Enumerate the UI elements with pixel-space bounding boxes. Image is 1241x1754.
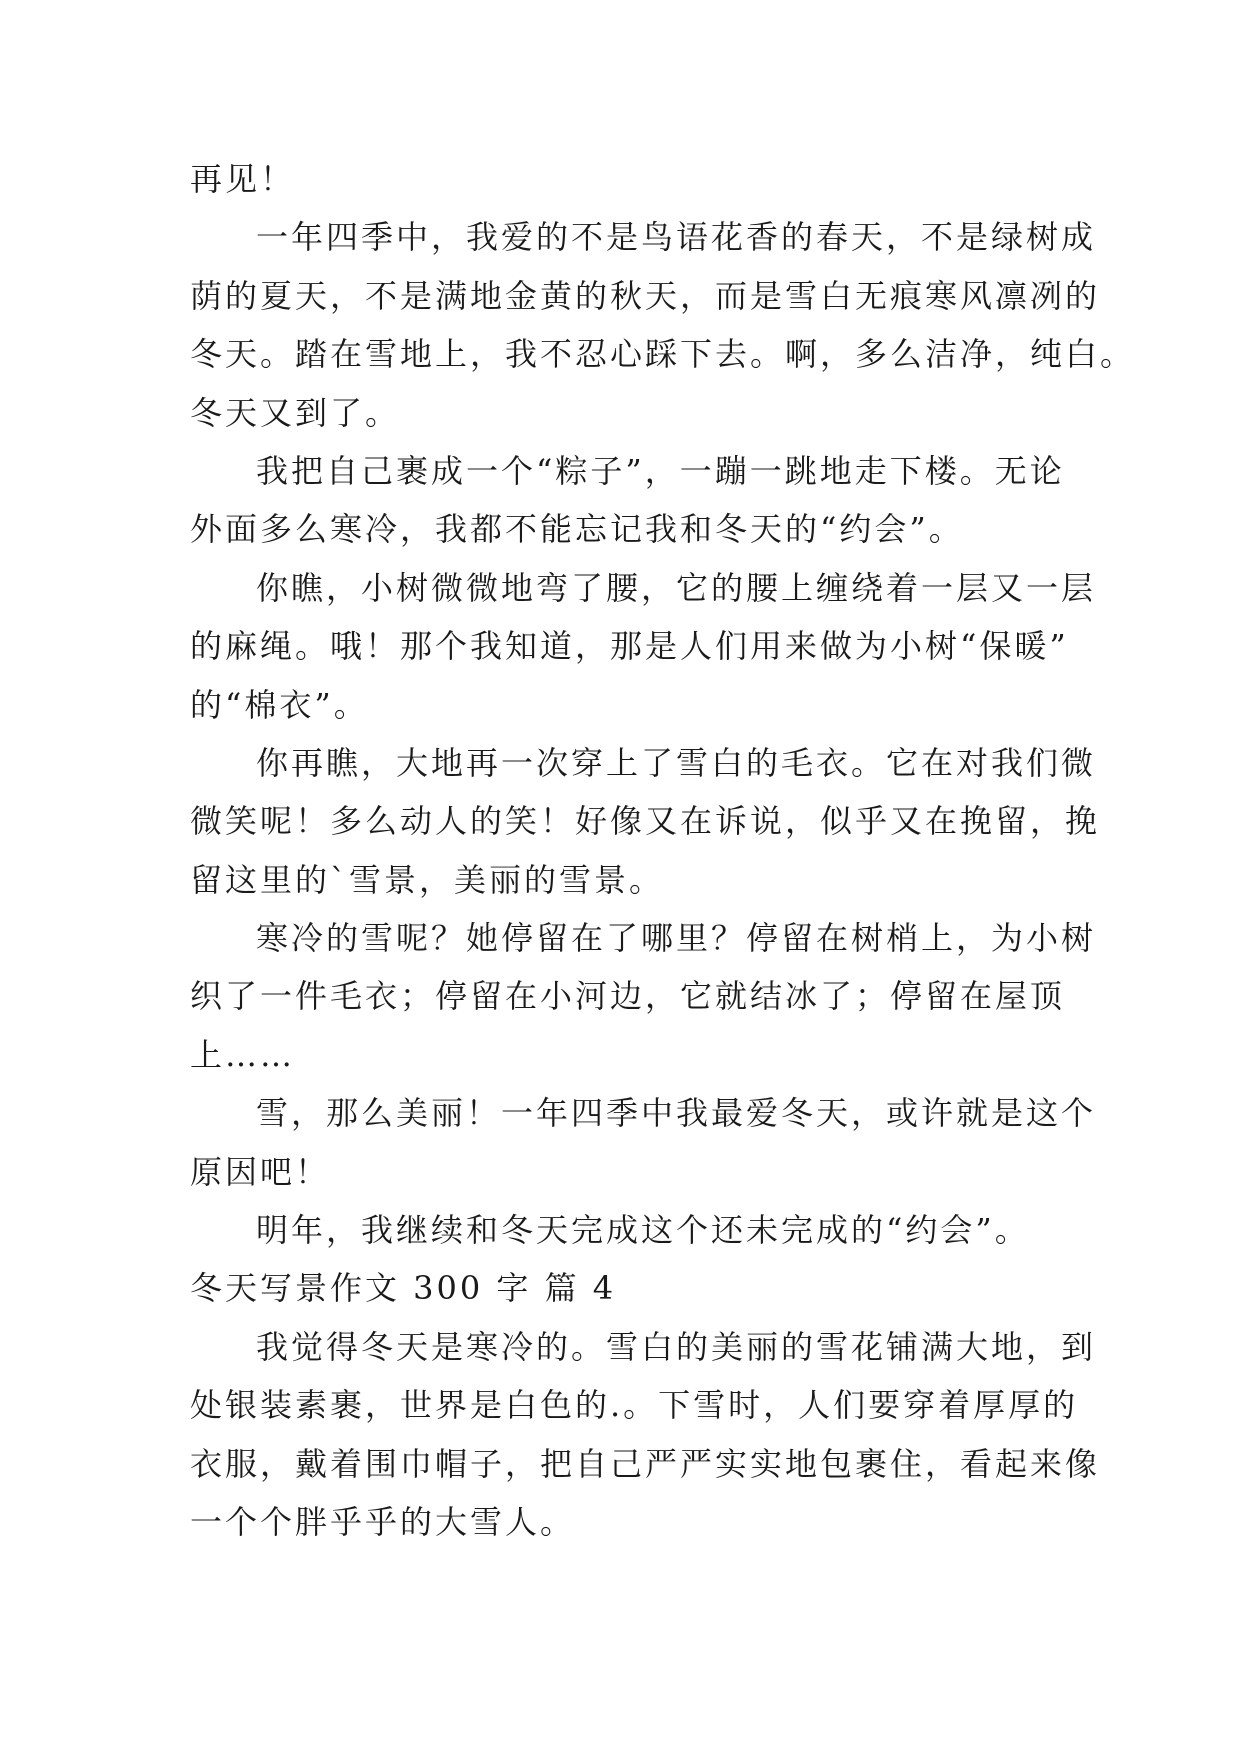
paragraph-start-line: 我觉得冬天是寒冷的。雪白的美丽的雪花铺满大地，到 (256, 1327, 1097, 1366)
text-line: 的“棉衣”。 (190, 685, 369, 724)
text-line: 冬天。踏在雪地上，我不忍心踩下去。啊，多么洁净，纯白。 (190, 335, 1136, 374)
section-heading: 冬天写景作文 300 字 篇 4 (190, 1269, 617, 1308)
paragraph-start-line: 一年四季中，我爱的不是鸟语花香的春天，不是绿树成 (256, 218, 1097, 257)
text-line: 上…… (190, 1035, 296, 1074)
paragraph-start-line: 我把自己裹成一个“粽子”，一蹦一跳地走下楼。无论 (256, 451, 1065, 490)
text-line: 处银装素裹，世界是白色的.。下雪时，人们要穿着厚厚的 (190, 1386, 1079, 1425)
text-line: 衣服，戴着围巾帽子，把自己严严实实地包裹住，看起来像 (190, 1444, 1101, 1483)
paragraph-start-line: 你瞧，小树微微地弯了腰，它的腰上缠绕着一层又一层 (256, 568, 1097, 607)
text-line: 荫的夏天，不是满地金黄的秋天，而是雪白无痕寒风凛冽的 (190, 276, 1101, 315)
text-line: 的麻绳。哦！那个我知道，那是人们用来做为小树“保暖” (190, 627, 1069, 666)
paragraph-start-line: 明年，我继续和冬天完成这个还未完成的“约会”。 (256, 1211, 1030, 1250)
text-line: 原因吧！ (190, 1152, 331, 1191)
paragraph-start-line: 寒冷的雪呢？她停留在了哪里？停留在树梢上，为小树 (256, 919, 1097, 958)
document-page (190, 150, 1136, 1551)
text-line: 外面多么寒冷，我都不能忘记我和冬天的“约会”。 (190, 510, 964, 549)
text-line: 一个个胖乎乎的大雪人。 (190, 1502, 576, 1541)
paragraph-start-line: 雪，那么美丽！一年四季中我最爱冬天，或许就是这个 (256, 1094, 1097, 1133)
paragraph-start-line: 你再瞧，大地再一次穿上了雪白的毛衣。它在对我们微 (256, 743, 1097, 782)
text-line: 微笑呢！多么动人的笑！好像又在诉说，似乎又在挽留，挽 (190, 802, 1101, 841)
text-line: 再见！ (190, 160, 296, 198)
text-line: 冬天又到了。 (190, 393, 401, 432)
text-line: 织了一件毛衣；停留在小河边，它就结冰了；停留在屋顶 (190, 977, 1066, 1016)
text-line: 留这里的`雪景，美丽的雪景。 (190, 860, 665, 899)
